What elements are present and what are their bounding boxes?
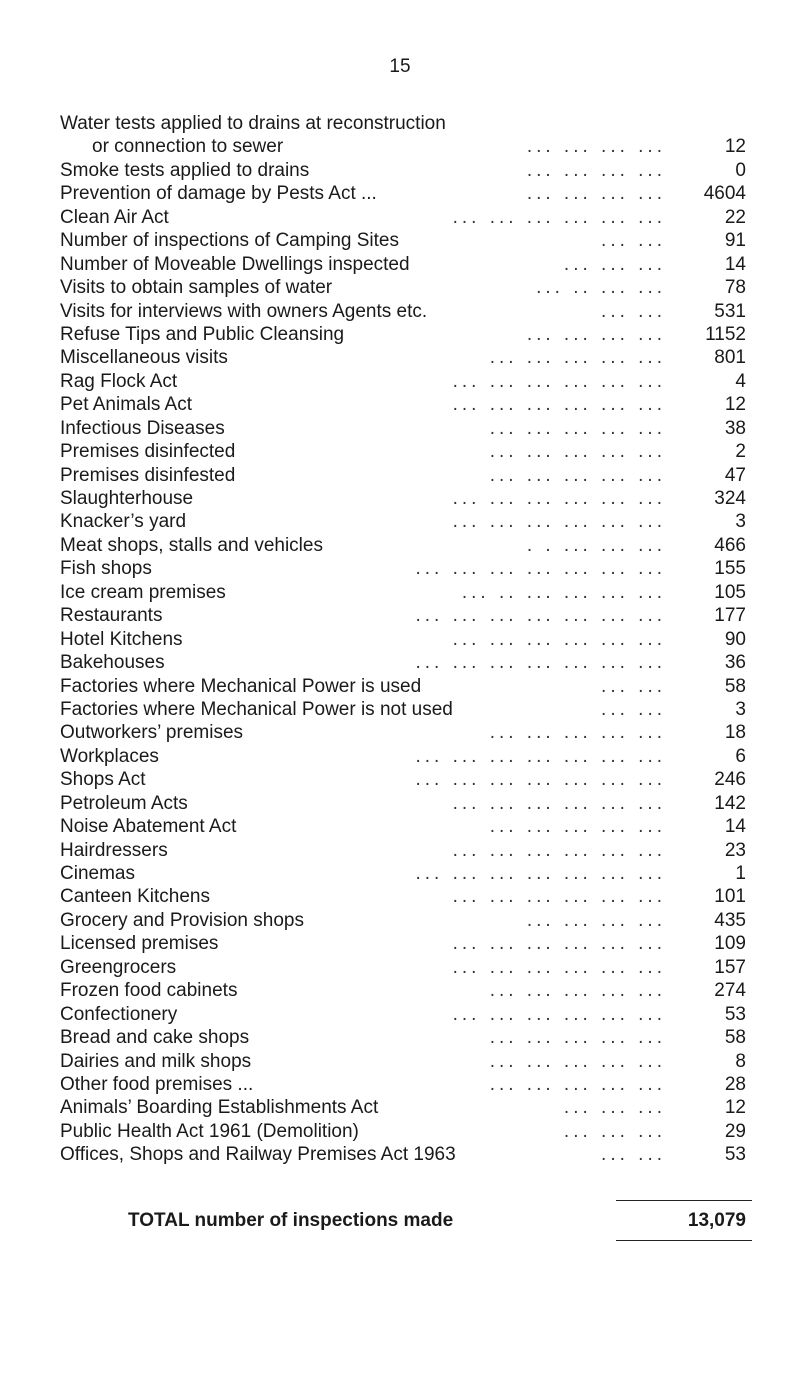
inspection-count: 28 [724,1073,746,1095]
inspection-label: Hotel Kitchens [60,628,183,650]
dot-leader: ... ... ... ... ... [489,347,666,369]
dot-leader: ... ... ... ... ... ... [452,792,666,814]
inspection-label: Smoke tests applied to drains [60,159,310,181]
dot-leader: ... ... ... [563,253,666,275]
dot-leader: ... ... ... ... ... ... [452,511,666,533]
inspection-row [60,932,746,955]
inspection-row [60,698,746,721]
inspection-count: 58 [724,1027,746,1049]
dot-leader: ... ... ... ... [526,323,666,345]
inspection-count: 531 [714,300,746,322]
inspection-count: 177 [714,605,746,627]
dot-leader: ... ... ... ... ... ... [452,370,666,392]
total-label: TOTAL number of inspections made [128,1210,454,1231]
inspection-label: Visits to obtain samples of water [60,277,333,299]
inspection-row [60,464,746,487]
inspection-count: 6 [735,745,746,767]
dot-leader: ... ... ... ... ... ... [452,394,666,416]
inspection-count: 47 [724,464,746,486]
inspection-count: 2 [735,441,746,463]
inspection-row [60,182,746,205]
inspection-row [60,792,746,815]
inspection-count: 91 [724,230,746,252]
dot-leader: ... ... ... ... ... [489,980,666,1002]
inspection-count: 14 [724,253,746,275]
dot-leader: ... ... ... ... ... ... [452,839,666,861]
inspection-row [60,557,746,580]
dot-leader: ... ... ... ... ... [489,1027,666,1049]
inspection-count: 22 [724,206,746,228]
inspection-row [60,370,746,393]
heading-line-label: Water tests applied to drains at reconstruction [60,113,446,134]
inspection-count: 801 [714,347,746,369]
inspection-row [60,721,746,744]
inspection-label: Restaurants [60,605,163,627]
inspection-row [60,276,746,299]
inspection-count: 101 [714,886,746,908]
inspection-count: 8 [735,1050,746,1072]
total-rule-top [616,1200,752,1201]
dot-leader: ... ... ... ... [526,909,666,931]
inspection-label: Dairies and milk shops [60,1050,252,1072]
inspection-row [60,651,746,674]
inspection-count: 78 [724,277,746,299]
inspection-row [60,323,746,346]
inspection-count: 1 [735,863,746,884]
inspection-label: Infectious Diseases [60,417,225,439]
inspection-label: Factories where Mechanical Power is used [60,675,422,697]
inspection-label: Number of Moveable Dwellings inspected [60,253,410,275]
dot-leader: ... ... ... ... ... ... [452,933,666,955]
inspection-row [60,839,746,862]
dot-leader: ... ... ... [563,1120,666,1142]
dot-leader: ... ... ... ... ... ... ... [415,605,666,627]
inspection-row [60,628,746,651]
inspection-count: 90 [724,628,746,650]
inspection-row [60,510,746,533]
inspection-label: Miscellaneous visits [60,347,228,369]
dot-leader: ... ... ... ... [526,159,666,181]
inspection-count: 3 [735,511,746,533]
inspection-row [60,135,746,158]
inspection-label: Greengrocers [60,956,177,978]
inspection-row [60,300,746,323]
inspection-row [60,1120,746,1143]
inspection-label: Meat shops, stalls and vehicles [60,534,323,556]
inspection-row [60,1050,746,1073]
dot-leader: ... ... ... ... ... ... [452,628,666,650]
inspection-count: 23 [724,839,746,861]
dot-leader: . . ... ... ... [526,534,666,556]
inspection-label: Premises disinfected [60,441,236,463]
inspection-row [60,675,746,698]
inspection-count: 435 [714,909,746,931]
inspection-row [60,206,746,229]
inspection-row [60,745,746,768]
dot-leader: ... ... ... ... ... [489,816,666,838]
inspections-list [60,112,746,1167]
heading-line [60,112,746,135]
inspection-row [60,815,746,838]
inspection-row [60,581,746,604]
inspection-count: 4 [735,370,746,392]
dot-leader: ... ... ... ... ... [489,441,666,463]
inspection-label: Petroleum Acts [60,792,188,814]
inspection-count: 4604 [703,183,746,205]
inspection-label: Confectionery [60,1003,178,1025]
inspection-label: Cinemas [60,863,135,884]
inspection-count: 12 [724,1097,746,1119]
dot-leader: ... ... ... ... ... ... [452,956,666,978]
inspection-count: 36 [724,652,746,674]
inspection-row [60,1073,746,1096]
inspection-label: Hairdressers [60,839,168,861]
inspection-label: Rag Flock Act [60,370,178,392]
inspection-label: Bakehouses [60,652,165,674]
dot-leader: ... .. ... ... ... ... [461,581,666,603]
inspection-count: 1152 [705,323,746,345]
dot-leader: ... ... ... ... ... ... [452,886,666,908]
inspection-row [60,1096,746,1119]
inspection-row [60,909,746,932]
dot-leader: ... ... ... [563,1097,666,1119]
inspection-row [60,862,746,885]
inspection-count: 14 [724,816,746,838]
inspection-count: 12 [724,136,746,158]
inspection-label: Noise Abatement Act [60,816,237,838]
inspection-label: Knacker’s yard [60,511,187,533]
dot-leader: ... ... ... ... ... [489,1073,666,1095]
inspection-row [60,393,746,416]
inspection-count: 29 [724,1120,746,1142]
inspection-row [60,440,746,463]
inspection-label: Visits for interviews with owners Agents etc. [60,300,428,322]
dot-leader: ... ... ... ... ... ... ... [415,558,666,580]
inspection-count: 109 [714,933,746,955]
dot-leader: ... ... ... ... ... [489,417,666,439]
inspection-row [60,885,746,908]
inspection-label: Pet Animals Act [60,394,193,416]
dot-leader: ... ... [601,698,666,720]
inspection-label: Clean Air Act [60,206,169,228]
inspection-label: Grocery and Provision shops [60,909,304,931]
inspection-row [60,346,746,369]
inspection-label: Ice cream premises [60,581,226,603]
dot-leader: ... ... ... ... [526,136,666,158]
dot-leader: ... ... ... ... ... ... ... [415,769,666,791]
inspection-count: 53 [724,1003,746,1025]
dot-leader: ... .. ... ... [536,277,666,299]
inspection-count: 324 [714,488,746,509]
dot-leader: ... ... ... ... ... ... ... [415,652,666,674]
dot-leader: ... ... [601,1144,666,1166]
inspection-row [60,417,746,440]
inspection-label: Frozen food cabinets [60,980,238,1002]
inspection-row [60,1143,746,1166]
inspection-row [60,1026,746,1049]
inspection-label: Animals’ Boarding Establishments Act [60,1097,379,1119]
inspection-label: Factories where Mechanical Power is not used [60,698,453,720]
inspection-label: Shops Act [60,769,146,791]
dot-leader: ... ... ... ... ... ... [452,1003,666,1025]
inspection-row [60,229,746,252]
inspection-label: Prevention of damage by Pests Act ... [60,183,377,205]
inspection-count: 18 [724,722,746,744]
dot-leader: ... ... ... ... ... ... ... [415,745,666,767]
inspection-count: 105 [714,581,746,603]
inspection-label: Number of inspections of Camping Sites [60,230,399,252]
inspection-label: Licensed premises [60,933,219,955]
inspection-row [60,1003,746,1026]
inspection-row [60,768,746,791]
dot-leader: ... ... [601,675,666,697]
inspection-count: 466 [714,534,746,556]
inspection-label: Public Health Act 1961 (Demolition) [60,1120,359,1142]
dot-leader: ... ... [601,230,666,252]
inspection-label: Canteen Kitchens [60,886,210,908]
total-rule-bottom [616,1240,752,1241]
inspection-label: Bread and cake shops [60,1027,250,1049]
inspection-count: 246 [714,769,746,791]
inspection-label: Outworkers’ premises [60,722,244,744]
inspection-row [60,604,746,627]
dot-leader: ... ... [601,300,666,322]
inspection-count: 53 [724,1144,746,1166]
inspection-row [60,159,746,182]
inspection-row [60,253,746,276]
inspection-row [60,979,746,1002]
dot-leader: ... ... ... ... ... ... [452,488,666,509]
inspection-label: Refuse Tips and Public Cleansing [60,323,345,345]
inspection-count: 155 [714,558,746,580]
inspection-count: 142 [714,792,746,814]
inspection-label: or connection to sewer [92,136,284,158]
inspection-label: Offices, Shops and Railway Premises Act 1963 [60,1144,456,1166]
total-value: 13,079 [687,1210,746,1231]
dot-leader: ... ... ... ... [526,183,666,205]
inspection-count: 3 [735,698,746,720]
inspection-label: Premises disinfested [60,464,236,486]
inspection-row [60,487,746,510]
inspection-count: 38 [724,417,746,439]
inspection-row [60,956,746,979]
dot-leader: ... ... ... ... ... [489,464,666,486]
inspection-label: Other food premises ... [60,1073,254,1095]
page-number: 15 [389,56,411,77]
inspection-label: Fish shops [60,558,152,580]
inspection-row [60,534,746,557]
inspection-count: 157 [714,956,746,978]
dot-leader: ... ... ... ... ... [489,722,666,744]
dot-leader: ... ... ... ... ... ... [452,206,666,228]
inspection-count: 274 [714,980,746,1002]
inspection-count: 58 [724,675,746,697]
inspection-count: 12 [724,394,746,416]
dot-leader: ... ... ... ... ... ... ... [415,863,666,884]
inspection-count: 0 [735,159,746,181]
inspection-label: Workplaces [60,745,159,767]
dot-leader: ... ... ... ... ... [489,1050,666,1072]
inspection-label: Slaughterhouse [60,488,194,509]
